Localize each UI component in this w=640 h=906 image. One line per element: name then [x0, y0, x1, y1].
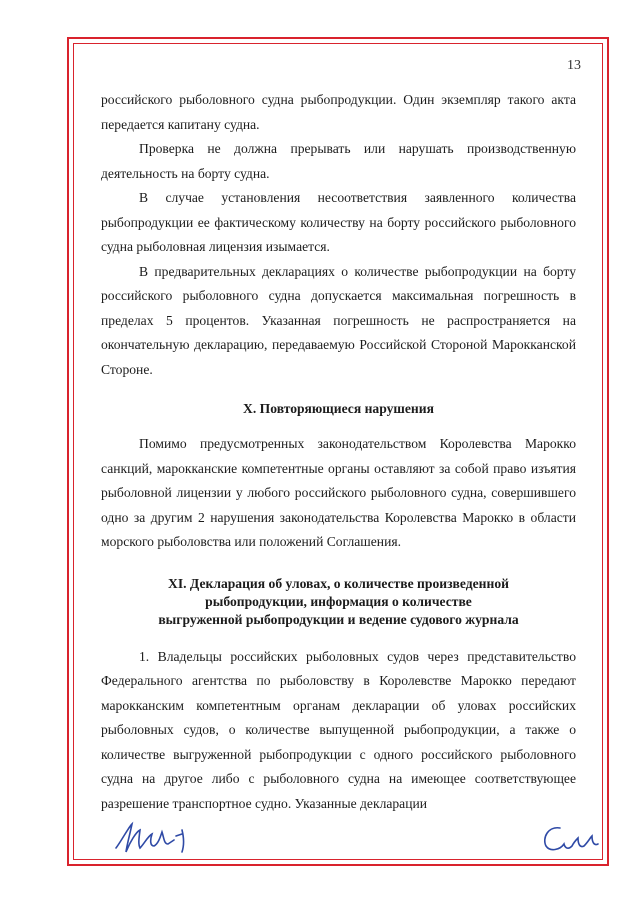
signature-left-icon	[112, 818, 202, 858]
page-number: 13	[567, 58, 581, 73]
section-xi-title-line-2: рыбопродукции, информация о количестве	[205, 593, 472, 609]
signature-right-icon	[538, 818, 608, 858]
section-xi-title-line-3: выгруженной рыбопродукции и ведение судового журнала	[158, 611, 519, 627]
section-xi-title-line-1: XI. Декларация об уловах, о количестве произведенной	[168, 575, 509, 591]
section-x-title: X. Повторяющиеся нарушения	[243, 401, 434, 416]
paragraph-discrepancy: В случае установления несоответствия заявленного количества рыбопродукции ее фактическому количеству на борту российского рыболовного судна рыболовная лицензия изымается.	[101, 190, 576, 254]
document-body	[101, 88, 576, 816]
paragraph-continuation: российского рыболовного судна рыбопродукции. Один экземпляр такого акта передается капитану судна.	[101, 92, 576, 132]
section-x-paragraph: Помимо предусмотренных законодательством Королевства Марокко санкций, марокканские компетентные органы оставляют за собой право изъятия рыболовной лицензии у любого российского рыболовного судна, совершившего одно за другим 2 нарушения законодательства Королевства Марокко в области морского рыболовства или положений Соглашения.	[101, 436, 576, 549]
paragraph-inspection: Проверка не должна прерывать или нарушать производственную деятельность на борту судна.	[101, 141, 576, 181]
section-xi-paragraph: 1. Владельцы российских рыболовных судов через представительство Федерального агентства по рыболовству в Королевстве Марокко передают марокканским компетентным органам декларации об уловах российских рыболовных судов, о количестве выпущенной рыбопродукции, а также о количестве выгруженной рыбопродукции с одного российского рыболовного судна на другое либо с рыболовного судна на имеющее соответствующее разрешение транспортное судно. Указанные декларации	[101, 648, 576, 811]
paragraph-tolerance: В предварительных декларациях о количестве рыбопродукции на борту российского рыболовного судна допускается максимальная погрешность в пределах 5 процентов. Указанная погрешность не распространяется на окончательную декларацию, передаваемую Российской Стороной Марокканской Стороне.	[101, 263, 576, 377]
section-xi-title	[101, 575, 576, 629]
